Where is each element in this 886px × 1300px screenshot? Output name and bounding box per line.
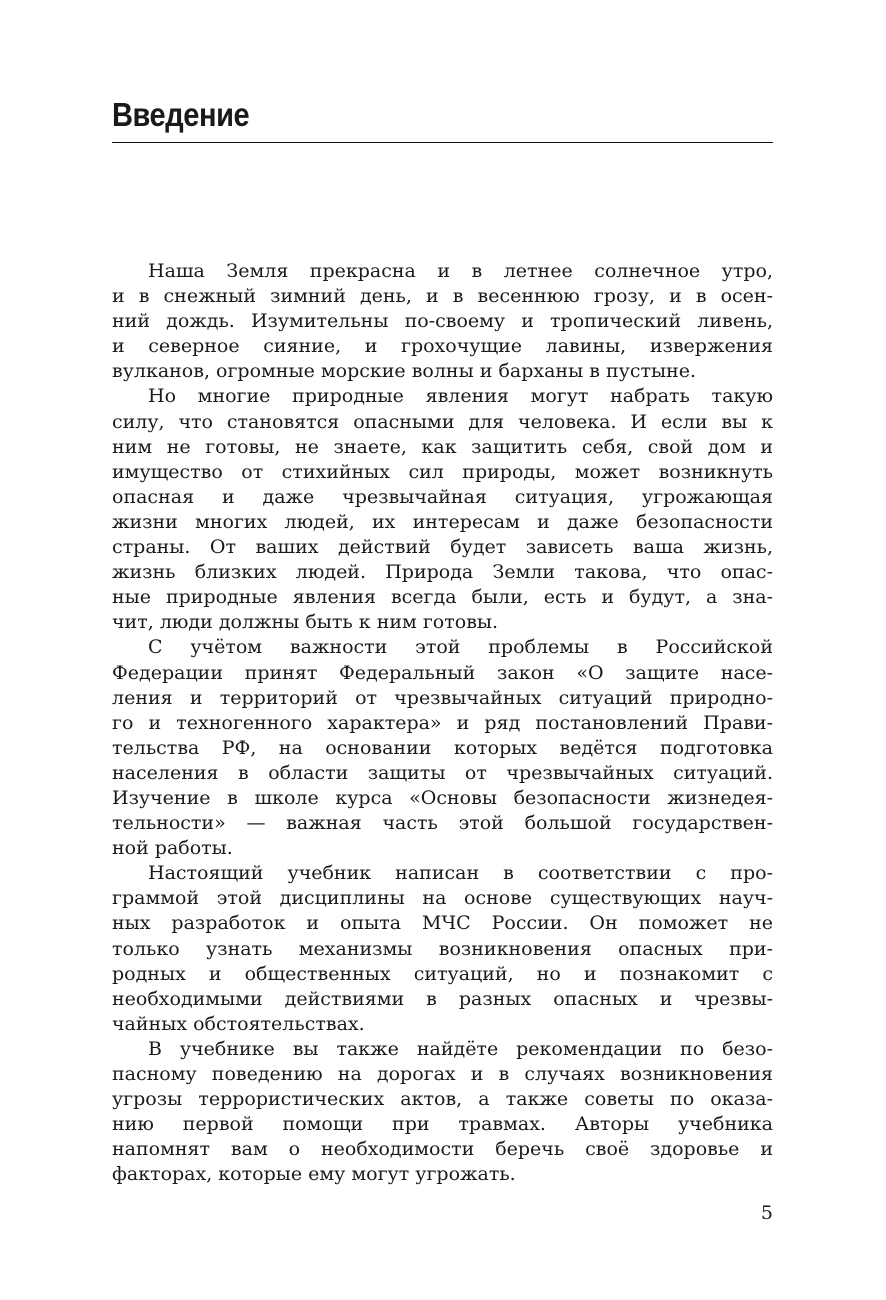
text-line: ные природные явления всегда были, есть и будут, а зна-	[112, 586, 773, 609]
body-text	[112, 259, 773, 1187]
text-line: В учебнике вы также найдёте рекомендации по безо-	[148, 1037, 773, 1060]
text-line: С учётом важности этой проблемы в Российской	[148, 636, 773, 659]
paragraph-2	[112, 384, 773, 635]
paragraph-3	[112, 635, 773, 861]
text-line: жизнь близких людей. Природа Земли такова, что опас-	[112, 561, 773, 584]
text-line: Но многие природные явления могут набрать такую	[148, 385, 773, 408]
paragraph-4	[112, 861, 773, 1037]
text-line: имущество от стихийных сил природы, может возникнуть	[112, 460, 773, 483]
text-line: ления и территорий от чрезвычайных ситуаций природно-	[112, 686, 773, 709]
text-line: Федерации принят Федеральный закон «О защите насе-	[112, 661, 773, 684]
text-line: и в снежный зимний день, и в весеннюю грозу, и в осен-	[112, 285, 773, 308]
text-line: необходимыми действиями в разных опасных и чрезвы-	[112, 987, 773, 1010]
page-title: Введение	[112, 96, 250, 133]
text-line: пасному поведению на дорогах и в случаях возникновения	[112, 1063, 773, 1085]
text-line: только узнать механизмы возникновения опасных при-	[112, 937, 773, 960]
text-line: силу, что становятся опасными для человека. И если вы к	[112, 410, 773, 433]
text-line: ний дождь. Изумительны по-своему и тропический ливень,	[112, 310, 773, 333]
paragraph-5	[112, 1037, 773, 1188]
text-line: ним не готовы, не знаете, как защитить себя, свой дом и	[112, 435, 773, 458]
text-line: угрозы террористических актов, а также советы по оказа-	[112, 1088, 773, 1111]
text-line: тельности» — важная часть этой большой государствен-	[112, 812, 773, 835]
text-line: Настоящий учебник написан в соответствии с про-	[148, 862, 773, 885]
text-line: родных и общественных ситуаций, но и познакомит с	[112, 962, 773, 985]
text-line: и северное сияние, и грохочущие лавины, извержения	[112, 335, 773, 358]
text-line: нию первой помощи при травмах. Авторы учебника	[112, 1113, 773, 1136]
text-line: ных разработок и опыта МЧС России. Он поможет не	[112, 912, 773, 935]
text-line: ной работы.	[112, 837, 233, 860]
text-line: вулканов, огромные морские волны и барханы в пустыне.	[112, 360, 697, 383]
page-number: 5	[760, 1202, 773, 1224]
text-line: напомнят вам о необходимости беречь своё здоровье и	[112, 1138, 773, 1161]
text-line: Изучение в школе курса «Основы безопасности жизнедея-	[112, 786, 773, 809]
text-line: го и техногенного характера» и ряд постановлений Прави-	[112, 711, 773, 734]
text-line: тельства РФ, на основании которых ведётся подготовка	[112, 736, 773, 759]
text-line: граммой этой дисциплины на основе существующих науч-	[112, 887, 773, 910]
text-line: чит, люди должны быть к ним готовы.	[112, 611, 499, 634]
text-line: населения в области защиты от чрезвычайных ситуаций.	[112, 761, 773, 784]
text-line: жизни многих людей, их интересам и даже безопасности	[112, 510, 773, 533]
paragraph-1	[112, 259, 773, 384]
title-divider	[112, 142, 773, 143]
text-line: Наша Земля прекрасна и в летнее солнечное утро,	[148, 260, 773, 282]
text-line: чайных обстоятельствах.	[112, 1012, 365, 1035]
text-line: страны. От ваших действий будет зависеть ваша жизнь,	[112, 536, 773, 559]
text-line: опасная и даже чрезвычайная ситуация, угрожающая	[112, 485, 773, 508]
text-line: факторах, которые ему могут угрожать.	[112, 1163, 516, 1186]
